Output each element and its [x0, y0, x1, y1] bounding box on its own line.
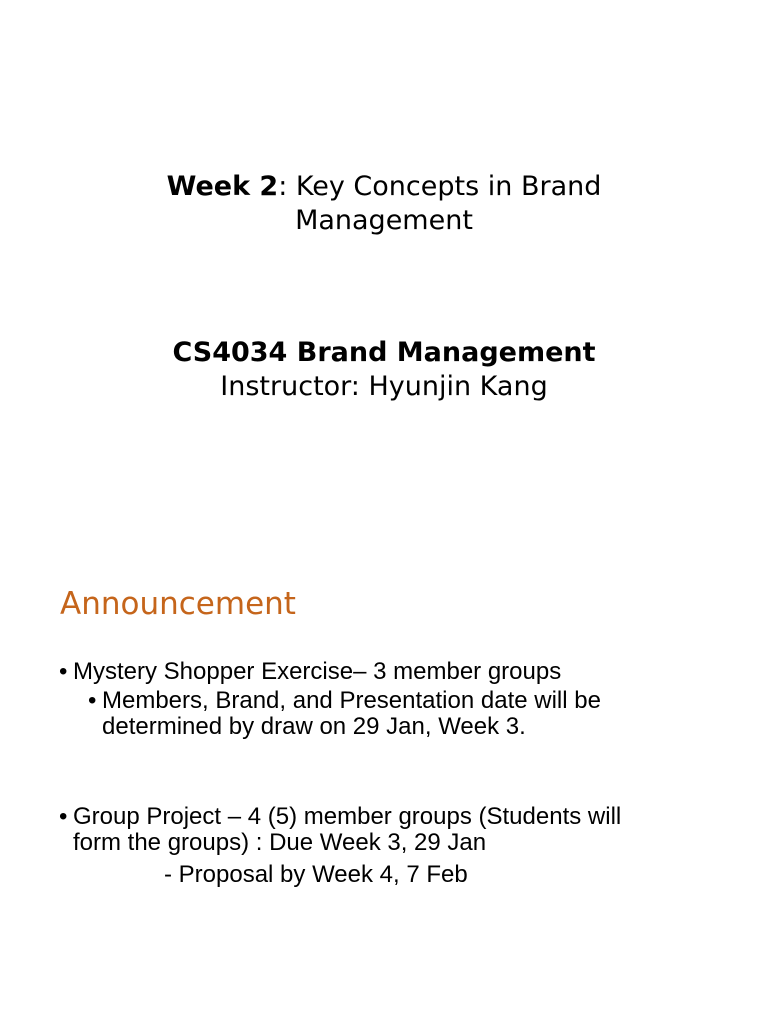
sub-item-line-2: determined by draw on 29 Jan, Week 3. — [102, 713, 526, 740]
announcement-heading: Announcement — [60, 586, 296, 622]
instructor-name: Instructor: Hyunjin Kang — [220, 371, 548, 402]
list-item-group-project-line-2: form the groups) : Due Week 3, 29 Jan — [73, 829, 487, 856]
slide-title — [0, 170, 768, 238]
bullet-icon: • — [59, 803, 68, 830]
title-week: Week 2 — [166, 171, 279, 202]
bullet-icon: • — [59, 658, 68, 685]
sub-bullet-icon: • — [88, 687, 97, 714]
title-line-2: Management — [295, 205, 473, 236]
sub-item-line-1: Members, Brand, and Presentation date will be — [102, 687, 601, 714]
title-line-1 — [0, 170, 768, 204]
title-topic: : Key Concepts in Brand — [278, 171, 602, 202]
list-item-proposal: - Proposal by Week 4, 7 Feb — [164, 861, 468, 888]
course-info — [0, 336, 768, 404]
list-item-mystery-shopper: Mystery Shopper Exercise– 3 member groups — [73, 658, 562, 685]
course-name: CS4034 Brand Management — [172, 337, 596, 368]
list-item-group-project-line-1: Group Project – 4 (5) member groups (Students will — [73, 803, 622, 830]
